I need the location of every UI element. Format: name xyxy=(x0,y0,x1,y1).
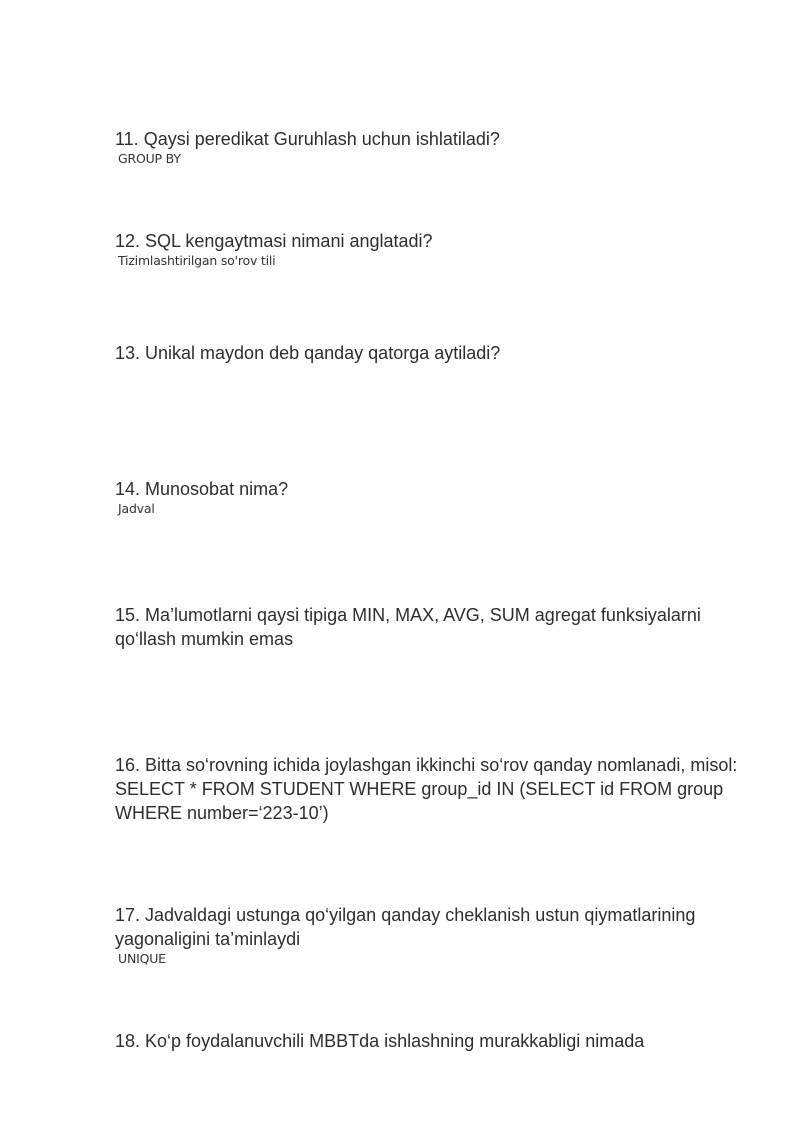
question-17: 17. Jadvaldagi ustunga qo‘yilgan qanday cheklanish ustun qiymatlarining yagonaligini ta’minlaydi xyxy=(115,905,696,949)
question-14: 14. Munosobat nima? xyxy=(115,479,289,499)
answer-11: GROUP BY xyxy=(118,151,181,166)
question-12: 12. SQL kengaytmasi nimani anglatadi? xyxy=(115,231,433,251)
question-18: 18. Ko‘p foydalanuvchili MBBTda ishlashning murakkabligi nimada xyxy=(115,1031,645,1051)
answer-14: Jadval xyxy=(118,501,155,516)
answer-12: Tizimlashtirilgan so'rov tili xyxy=(118,253,276,268)
answer-17: UNIQUE xyxy=(118,951,166,966)
question-11: 11. Qaysi peredikat Guruhlash uchun ishlatiladi? xyxy=(115,129,500,149)
question-15: 15. Ma’lumotlarni qaysi tipiga MIN, MAX, AVG, SUM agregat funksiyalarni qo‘llash mumkin emas xyxy=(115,605,701,649)
question-13: 13. Unikal maydon deb qanday qatorga aytiladi? xyxy=(115,343,501,363)
question-16: 16. Bitta so‘rovning ichida joylashgan ikkinchi so‘rov qanday nomlanadi, misol: SELECT * FROM STUDENT WHERE group_id IN (SELECT id FROM group WHERE number=‘223-10’) xyxy=(115,755,738,823)
